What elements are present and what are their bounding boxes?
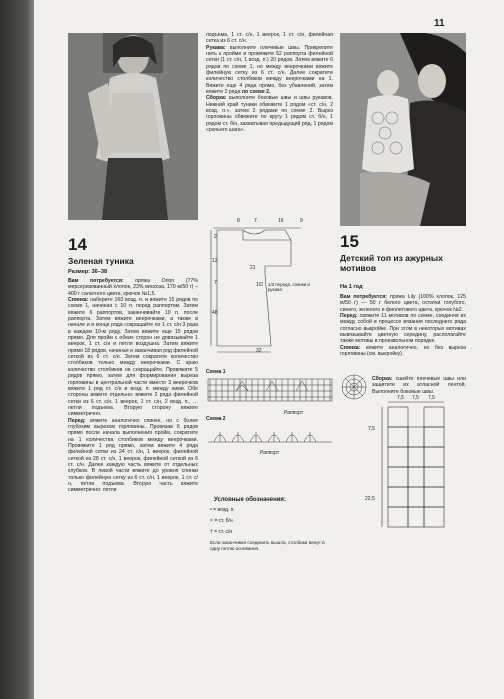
dim-top-4: 9 xyxy=(300,218,303,224)
sleeve-note: 1/2 переда, спинки и рукава xyxy=(268,282,310,292)
dim-bottom-32: 32 xyxy=(256,348,262,354)
materials-text-14: пряжа Orion (77% мерсеризованный хлопок, 23% вискоза, 170 м/50 г) – 400 г салатного цвета, крючок №1,5. xyxy=(68,278,198,297)
scheme-1-chart xyxy=(206,377,334,407)
front-text-15: свяжите 11 мотивов по схеме, соединяя их между собой в процессе вязания последнего ряда согласно выкройке. При этом в некоторых мотивах вывязывайте цветную середину, располагайте также мотивы в произвольном порядке. xyxy=(340,313,466,345)
legend-note: Если заканчивая соединить вышла, столбики вяжут в одну петлю основания. xyxy=(210,540,325,551)
rapport-label-2: Раппорт xyxy=(260,450,280,456)
materials-label-15: Вам потребуется: xyxy=(340,294,388,300)
sleeves-bold: по схеме 2. xyxy=(241,89,271,96)
assembly-text-15: сшейте плечевые швы или защитите их атласной лентой. Выполните боковые швы. xyxy=(372,376,466,395)
scheme-1-label: Схема 1 xyxy=(206,369,226,375)
dim-left-1: 2 xyxy=(214,234,217,240)
pattern-title-14: Зеленая туника xyxy=(68,256,134,266)
photo-green-tunic xyxy=(68,33,198,220)
legend-item-sc xyxy=(210,518,233,524)
back-label-14: Спинка: xyxy=(68,297,89,304)
assembly-text: выполните боковые швы и швы рукавов. Нижний край туники обвяжите 1 рядом «ст. с/н, 2 возд. п.», затем 2 рядами по схеме 2. Вырез горловины обвяжите по кругу 1 рядом ст. б/н, 1 рядом ст. б/н, захватывая предыдущий ряд, 1 рядом «рачьего шага». xyxy=(206,95,333,134)
back-label-15: Спинка: xyxy=(340,344,361,351)
continuation-text xyxy=(206,32,333,134)
dc-symbol-icon: † xyxy=(210,529,213,535)
legend-item-dc xyxy=(210,529,232,535)
sc-symbol-icon: × xyxy=(210,518,213,524)
pattern-number-14: 14 xyxy=(68,235,87,254)
size-15: На 1 год xyxy=(340,284,363,290)
grid-dim-4: 7,5 xyxy=(368,426,375,432)
continuation-line: подъема, 1 ст. с/н, 1 веерок, 1 ст. с/н, филейная сетка из 6 ст. с/н. xyxy=(206,32,333,45)
pattern-number-15: 15 xyxy=(340,232,359,251)
sleeves-label: Рукава: xyxy=(206,44,226,51)
assembly-label: Сборка: xyxy=(206,95,227,102)
front-label-15: Перед: xyxy=(340,313,358,320)
back-text-14: наберите 160 возд. п. и вяжите 15 рядов по схеме 1, начиная с 10 п. перед раппортом. Затем вяжите 6 раппортов, заканчивайте 10 п. после раппорта. Затем вяжите веерочками, а также в начале и в конце ряда сокращайте по 1 ст. с/н 3 раза в каждом 10-м ряду. Затем вяжите еще 15 рядов прямо. Для пройм с обеих сторон не довязывайте 1 веерок, 1 ст. с/н и петля воздушна. Затем вяжите прямо 18 рядов, начиная и заканчивая ряд филейной сеткой из 6 ст. с/н. Затем сократите количество столбиков только между веерочками. С краю количество столбиков не сокращайте. Провяжите 5 рядов прямо, затем для формирования выреза горловины в центральной части вместо 3 веерочков вяжите 1 ряд ст. с/н и возд. п. между ними. Обе стороны вяжите отдельно: вяжите 2 ряда филейной сетки из 6 ст. с/н, 1 веерок, 1 ст. с/н, 2 возд. п., … петли подъема. Вторую сторону вяжите симметрично. xyxy=(68,297,198,418)
materials-text-15: пряжа Lily (100% хлопок, 125 м/50 г) — 50 г белого цвета, остатки голубого, синего, зеленого и фиолетового цвета, крючок №2. xyxy=(340,294,467,313)
legend-item-chain xyxy=(210,507,235,513)
grid-dim-3: 7,5 xyxy=(428,395,435,401)
scheme-2-chart xyxy=(206,424,334,446)
grid-dim-1: 7,5 xyxy=(397,395,404,401)
dim-left-4: 7 xyxy=(214,280,217,286)
back-text-15: вяжите аналогично, но без выреза горловины (см. выкройку). xyxy=(340,344,466,358)
grid-dim-5: 22,5 xyxy=(365,496,375,502)
legend-title: Условные обозначения: xyxy=(214,497,286,503)
pattern-15-body xyxy=(340,294,466,357)
chain-symbol-icon: • xyxy=(210,507,212,513)
front-text-14: вяжите аналогично спинке, но с более глубоким вырезом горловины. Провязав 6 рядов прямо после начала выполнения пройм, сократите на 1 количества столбиков между веерочками. Провяжите 1 ряд прямо, затем вяжите 4 ряда филейной сетки из 24 ст. с/н, 1 веерок, филейной сеткой из 28 ст. с/н, 1 веерок, филейной сеткой из 6 ст. с/н. Далее каждую часть вяжите от отдельных клубков. В левой части вяжите до уровня спинки только филейную сетку из 6 ст. с/н, 1 веерок, 1 ст. с/н, петли подъема. Вторую часть вяжите симметрично: петли xyxy=(68,417,198,494)
motif-grid xyxy=(380,382,450,552)
sleeves-text: выполните плечевые швы. Прикрепите нить к пройме и провяжите 52 раппорта филейной сетки (1 ст. с/н, 1 возд. п.) 20 рядов. Затем вяжите 6 рядов по схеме 1, но между веерочками вяжите филейную сетку из 6 ст. с/н. Далее сократите количество столбиков между веерочками на 1. Вяжите еще 4 ряда прямо, без убавлений, затем вяжите 2 ряда xyxy=(206,44,333,96)
front-label-14: Перед: xyxy=(68,417,86,424)
dim-left-3: 48 xyxy=(212,310,218,316)
pattern-title-15: Детский топ из ажурных мотивов xyxy=(340,253,443,273)
dim-top-3: 16 xyxy=(278,218,284,224)
legend-chain-text: = возд. п. xyxy=(213,507,235,513)
photo-child-top xyxy=(340,33,466,226)
page-number: 11 xyxy=(434,18,445,29)
rapport-label-1: Раппорт xyxy=(284,410,304,416)
materials-label-14: Вам потребуется: xyxy=(68,278,124,284)
scheme-2-label: Схема 2 xyxy=(206,416,226,422)
dim-top-1: 8 xyxy=(237,218,240,224)
dim-left-2: 12 xyxy=(212,258,218,264)
assembly-label-15: Сборка: xyxy=(372,376,393,382)
dim-half: 1/2 xyxy=(256,282,263,288)
motif-diagram xyxy=(340,373,368,401)
binding-shadow xyxy=(0,0,34,699)
dim-top-2: 7 xyxy=(254,218,257,224)
legend-dc-text: = ст. с/н xyxy=(214,529,233,535)
pattern-14-body xyxy=(68,278,198,494)
legend-sc-text: = ст. б/н xyxy=(214,518,233,524)
dim-inner-21: 21 xyxy=(250,265,256,271)
size-14: Размер: 36–38 xyxy=(68,269,108,275)
grid-dim-2: 7,5 xyxy=(412,395,419,401)
